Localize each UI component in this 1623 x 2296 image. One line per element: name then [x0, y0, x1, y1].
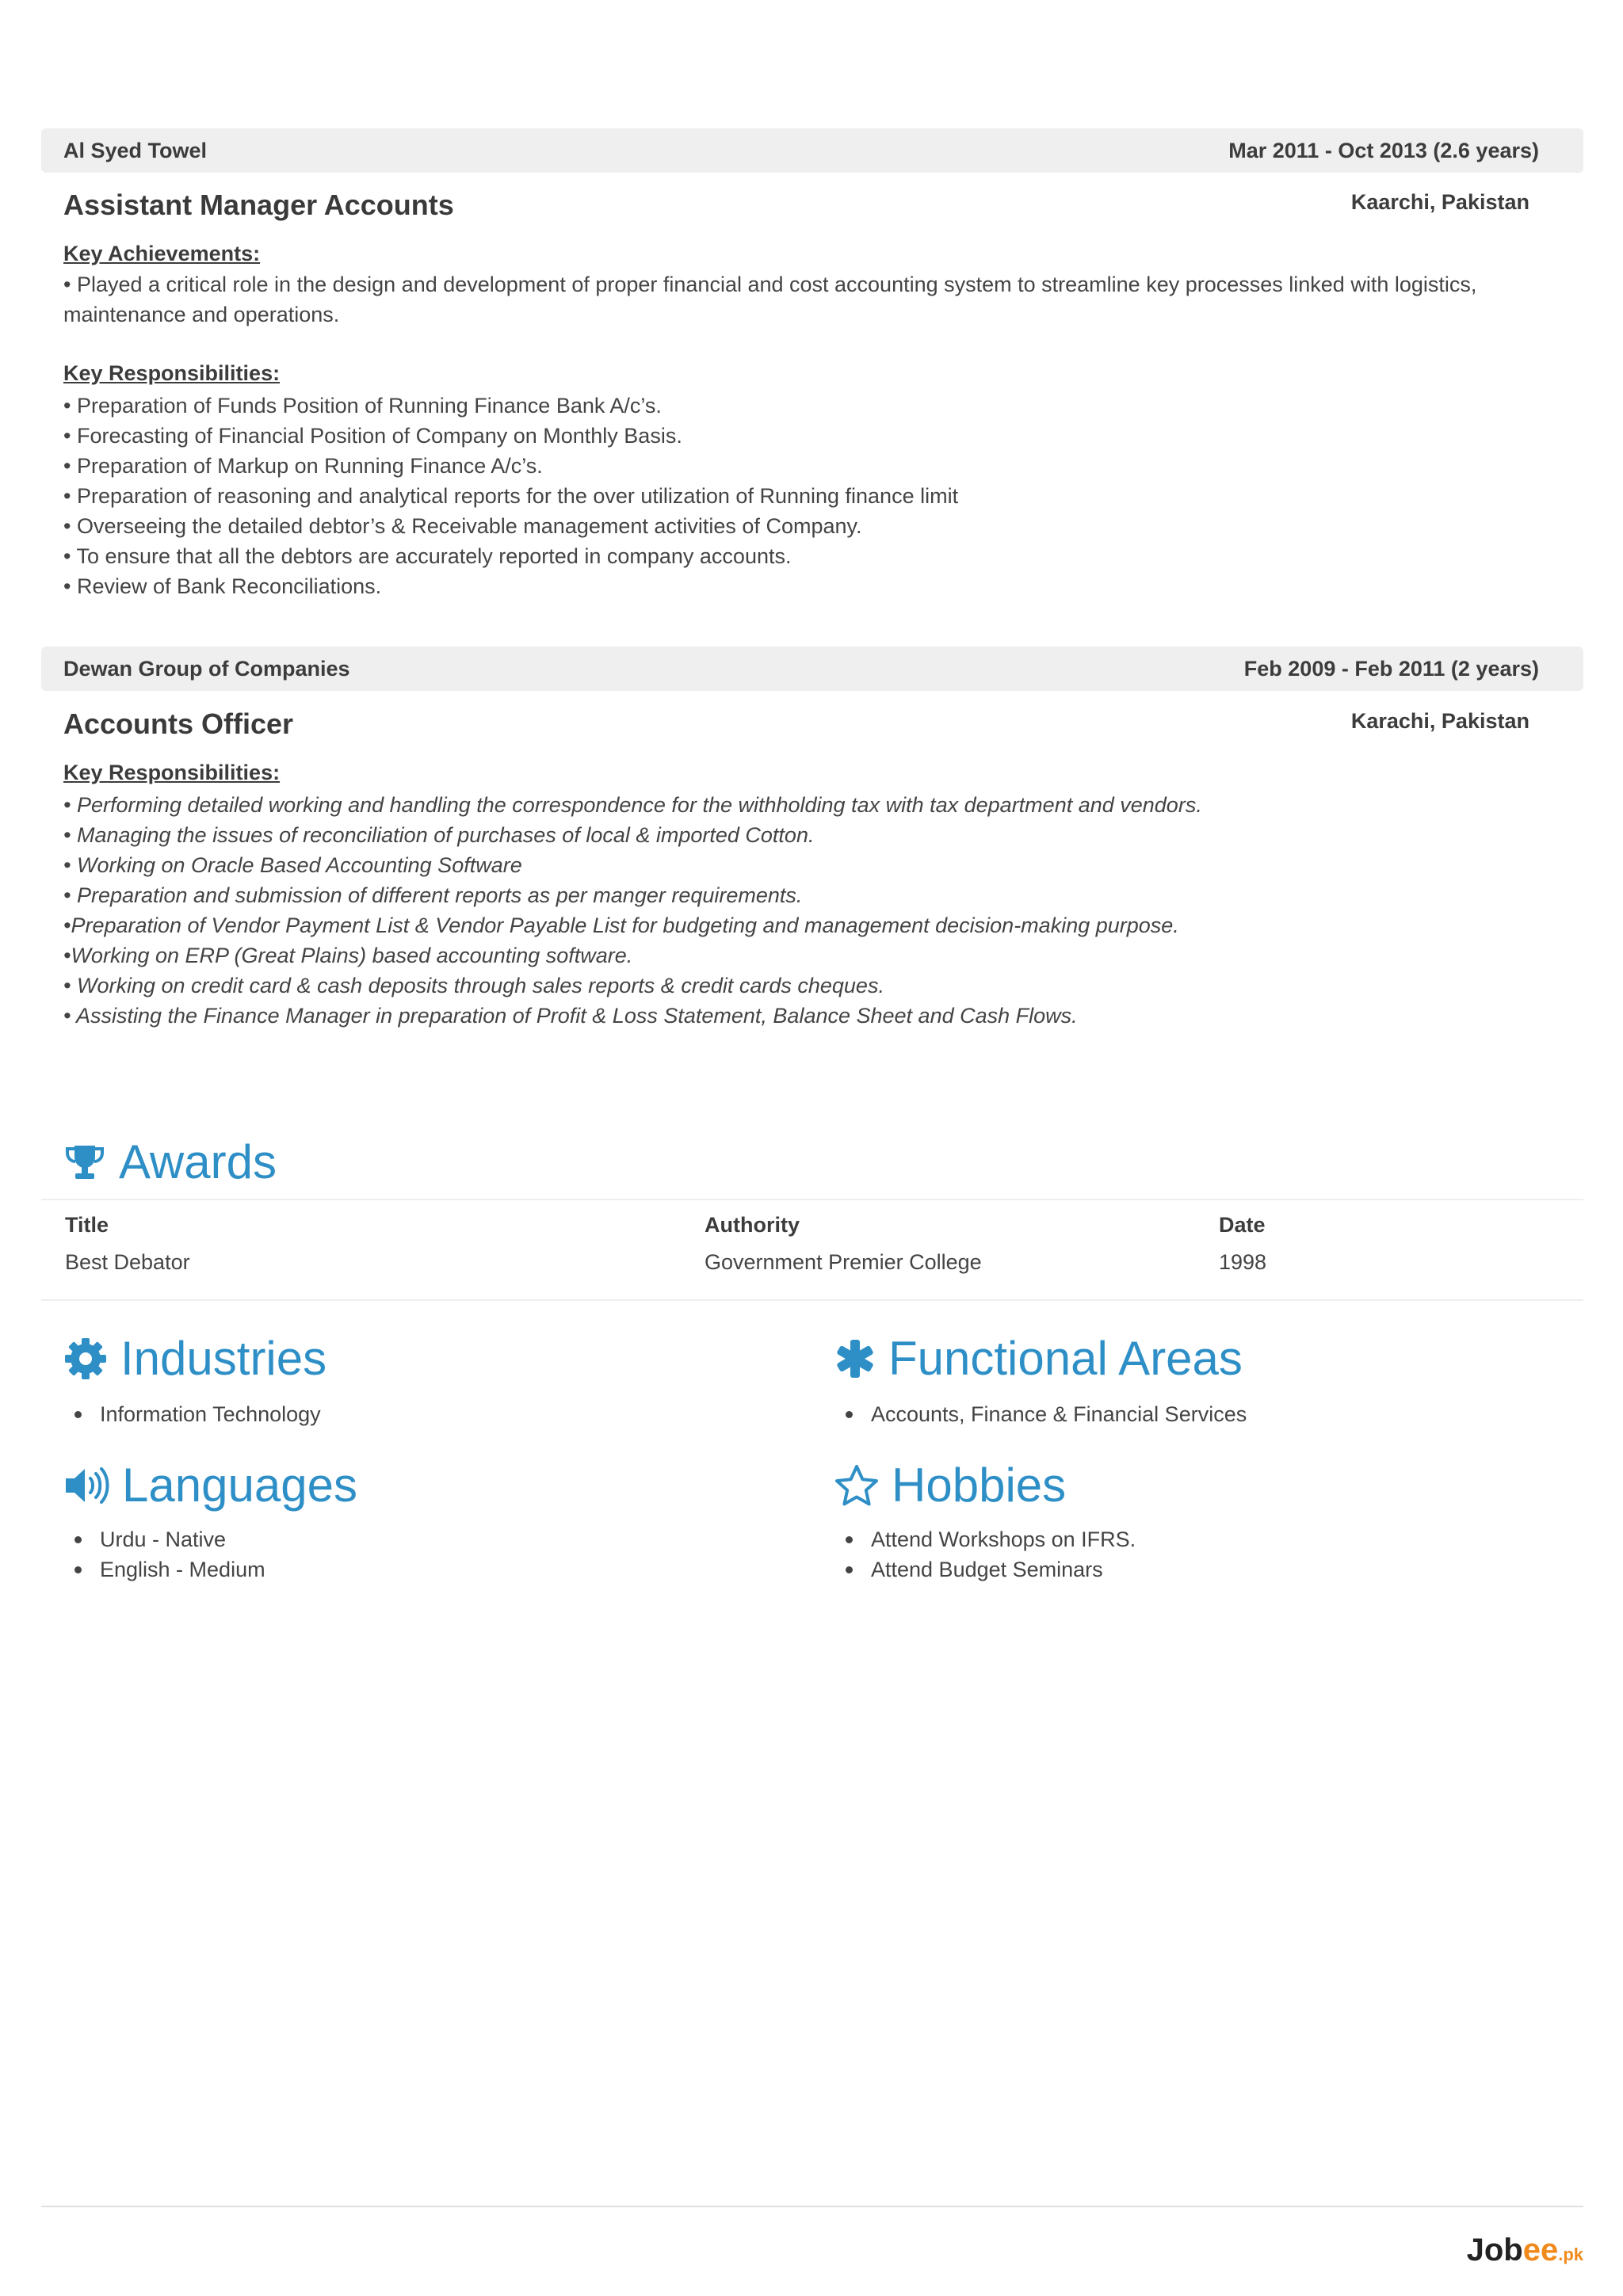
- industries-heading: [63, 1331, 327, 1386]
- responsibility-item: • Preparation and submission of different reports as per manger requirements.: [63, 883, 803, 907]
- functional-areas-title: Functional Areas: [888, 1332, 1243, 1385]
- languages-heading: [63, 1458, 357, 1513]
- list-item: English - Medium: [63, 1554, 265, 1585]
- awards-column-authority: [705, 1213, 982, 1275]
- list-item: Attend Workshops on IFRS.: [834, 1524, 1136, 1554]
- awards-column-title: [65, 1213, 190, 1275]
- brand-logo-part: ee: [1522, 2233, 1559, 2267]
- footer-divider: [41, 2206, 1583, 2207]
- awards-column-header: Date: [1219, 1213, 1266, 1237]
- job-header: [41, 646, 1583, 691]
- company-name: Dewan Group of Companies: [63, 656, 350, 681]
- responsibility-item: • Review of Bank Reconciliations.: [63, 574, 382, 598]
- list-item: Information Technology: [63, 1399, 321, 1429]
- employment-period: Mar 2011 - Oct 2013 (2.6 years): [1228, 138, 1539, 162]
- brand-logo: [1467, 2233, 1583, 2268]
- responsibilities-list: [63, 391, 1553, 601]
- responsibility-item: • To ensure that all the debtors are accurately reported in company accounts.: [63, 544, 792, 568]
- divider: [41, 1199, 1583, 1200]
- star-icon: [834, 1464, 879, 1507]
- hobbies-heading: [834, 1458, 1066, 1513]
- responsibilities-label: Key Responsibilities:: [63, 361, 281, 385]
- list-item: Accounts, Finance & Financial Services: [834, 1399, 1247, 1429]
- job-location: Kaarchi, Pakistan: [1350, 190, 1529, 214]
- languages-list: [63, 1524, 265, 1585]
- achievements-label: Key Achievements:: [63, 242, 261, 265]
- job-title: Accounts Officer: [63, 707, 294, 740]
- gear-icon: [63, 1337, 108, 1381]
- list-item: Urdu - Native: [63, 1524, 265, 1554]
- achievement-item: • Played a critical role in the design and development of proper financial and cost accounting system to streamline key processes linked with logistics, maintenance and operations.: [63, 273, 1477, 326]
- languages-title: Languages: [122, 1459, 357, 1512]
- responsibilities-list: [63, 790, 1553, 1031]
- speaker-icon: [63, 1465, 109, 1506]
- industries-title: Industries: [120, 1332, 327, 1385]
- responsibility-item: • Working on Oracle Based Accounting Software: [63, 853, 522, 877]
- responsibilities-label: Key Responsibilities:: [63, 761, 281, 784]
- brand-logo-part: Job: [1466, 2233, 1523, 2267]
- awards-cell: 1998: [1219, 1250, 1267, 1274]
- divider: [41, 1299, 1583, 1301]
- employment-period: Feb 2009 - Feb 2011 (2 years): [1243, 656, 1539, 681]
- awards-column-header: Title: [65, 1213, 109, 1237]
- trophy-icon: [63, 1141, 106, 1184]
- awards-heading: [63, 1135, 277, 1190]
- asterisk-icon: [834, 1338, 876, 1379]
- job-header: [41, 128, 1583, 173]
- awards-column-header: Authority: [705, 1213, 800, 1237]
- responsibility-item: • Performing detailed working and handling the correspondence for the withholding tax with tax department and vendors.: [63, 793, 1202, 817]
- awards-column-date: [1219, 1213, 1266, 1275]
- company-name: Al Syed Towel: [63, 138, 208, 162]
- responsibility-item: • Overseeing the detailed debtor’s & Receivable management activities of Company.: [63, 514, 862, 538]
- awards-cell: Government Premier College: [705, 1250, 982, 1274]
- awards-title: Awards: [119, 1135, 277, 1188]
- functional-areas-heading: [834, 1331, 1243, 1386]
- hobbies-title: Hobbies: [892, 1459, 1067, 1512]
- awards-cell: Best Debator: [65, 1250, 190, 1274]
- achievements-list: [63, 269, 1553, 330]
- industries-list: [63, 1399, 321, 1429]
- functional-areas-list: [834, 1399, 1247, 1429]
- responsibility-item: • Forecasting of Financial Position of Company on Monthly Basis.: [63, 424, 682, 448]
- responsibility-item: • Assisting the Finance Manager in preparation of Profit & Loss Statement, Balance Sheet and Cash Flows.: [63, 1004, 1078, 1028]
- responsibility-item: • Preparation of Markup on Running Finance A/c’s.: [63, 454, 543, 478]
- list-item: Attend Budget Seminars: [834, 1554, 1136, 1585]
- job-location: Karachi, Pakistan: [1350, 709, 1529, 733]
- responsibility-item: • Working on credit card & cash deposits through sales reports & credit cards cheques.: [63, 974, 884, 997]
- responsibility-item: • Preparation of reasoning and analytical reports for the over utilization of Running finance limit: [63, 484, 959, 508]
- brand-logo-part: .pk: [1558, 2245, 1583, 2264]
- responsibility-item: •Preparation of Vendor Payment List & Vendor Payable List for budgeting and management decision-making purpose.: [63, 913, 1179, 937]
- responsibility-item: • Preparation of Funds Position of Running Finance Bank A/c’s.: [63, 394, 662, 418]
- responsibility-item: • Managing the issues of reconciliation of purchases of local & imported Cotton.: [63, 823, 815, 847]
- responsibility-item: •Working on ERP (Great Plains) based accounting software.: [63, 944, 633, 967]
- job-title: Assistant Manager Accounts: [63, 189, 454, 221]
- hobbies-list: [834, 1524, 1136, 1585]
